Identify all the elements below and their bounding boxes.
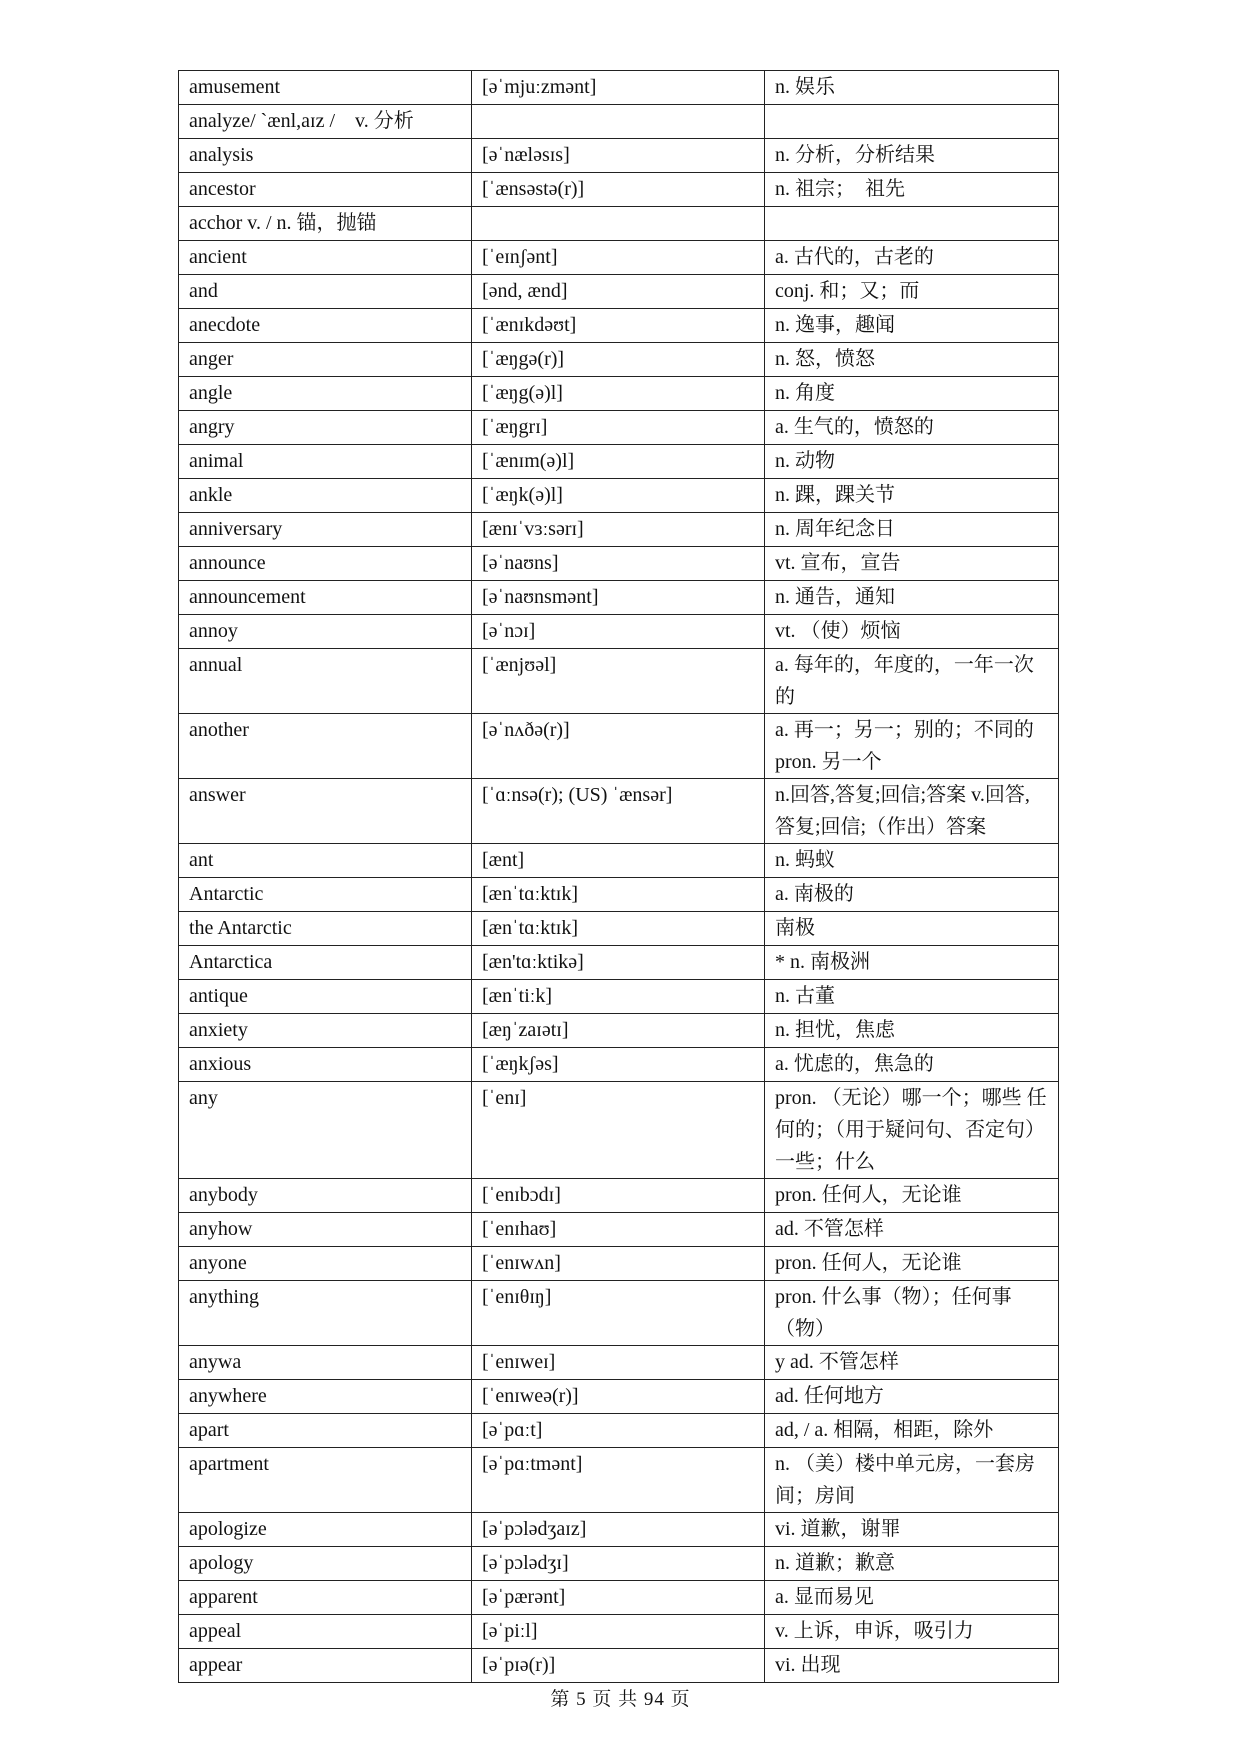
meaning-cell: ad, / a. 相隔，相距，除外 (765, 1414, 1059, 1448)
phonetic-cell: [ˈæŋgə(r)] (472, 343, 765, 377)
word-cell: anyhow (179, 1213, 472, 1247)
table-row (179, 411, 1059, 445)
word-cell: anyone (179, 1247, 472, 1281)
phonetic-cell: [ˈænɪkdəʊt] (472, 309, 765, 343)
word-cell: anecdote (179, 309, 472, 343)
page-footer: 第 5 页 共 94 页 (550, 1689, 691, 1710)
table-row (179, 1380, 1059, 1414)
word-cell: anybody (179, 1179, 472, 1213)
table-row (179, 1649, 1059, 1683)
phonetic-cell: [ˈænjʊəl] (472, 649, 765, 714)
meaning-cell: pron. 任何人，无论谁 (765, 1247, 1059, 1281)
word-cell: anniversary (179, 513, 472, 547)
phonetic-cell: [ˈenɪwʌn] (472, 1247, 765, 1281)
word-cell: apartment (179, 1448, 472, 1513)
phonetic-cell: [ənd, ænd] (472, 275, 765, 309)
phonetic-cell: [əˈnɔɪ] (472, 615, 765, 649)
table-row (179, 173, 1059, 207)
phonetic-cell: [ˈæŋgrɪ] (472, 411, 765, 445)
meaning-cell: v. 上诉，申诉，吸引力 (765, 1615, 1059, 1649)
word-cell: antique (179, 980, 472, 1014)
meaning-cell (765, 105, 1059, 139)
phonetic-cell: [ˈenɪbɔdɪ] (472, 1179, 765, 1213)
phonetic-cell (472, 207, 765, 241)
word-cell: appear (179, 1649, 472, 1683)
word-cell: ankle (179, 479, 472, 513)
table-row (179, 1014, 1059, 1048)
meaning-cell: ad. 不管怎样 (765, 1213, 1059, 1247)
phonetic-cell: [ænˈtiːk] (472, 980, 765, 1014)
meaning-cell: vi. 出现 (765, 1649, 1059, 1683)
table-row (179, 275, 1059, 309)
meaning-cell: n. 通告，通知 (765, 581, 1059, 615)
word-cell: apart (179, 1414, 472, 1448)
table-row (179, 946, 1059, 980)
phonetic-cell: [əˈnaʊns] (472, 547, 765, 581)
meaning-cell: n. 角度 (765, 377, 1059, 411)
phonetic-cell (472, 105, 765, 139)
phonetic-cell: [əˈpɔlədʒaɪz] (472, 1513, 765, 1547)
word-cell: animal (179, 445, 472, 479)
meaning-cell: n. （美）楼中单元房，一套房间；房间 (765, 1448, 1059, 1513)
meaning-cell: n. 分析，分析结果 (765, 139, 1059, 173)
table-row (179, 779, 1059, 844)
word-cell: anywa (179, 1346, 472, 1380)
meaning-cell (765, 207, 1059, 241)
table-row (179, 139, 1059, 173)
phonetic-cell: [ˈenɪθɪŋ] (472, 1281, 765, 1346)
table-row (179, 445, 1059, 479)
word-cell: angle (179, 377, 472, 411)
word-cell: ant (179, 844, 472, 878)
meaning-cell: n. 怒，愤怒 (765, 343, 1059, 377)
vocabulary-table-body (179, 71, 1059, 1683)
phonetic-cell: [ænˈtɑːktɪk] (472, 878, 765, 912)
table-row (179, 1281, 1059, 1346)
phonetic-cell: [ˈeɪnʃənt] (472, 241, 765, 275)
table-row (179, 71, 1059, 105)
meaning-cell: a. 每年的，年度的，一年一次的 (765, 649, 1059, 714)
meaning-cell: vi. 道歉，谢罪 (765, 1513, 1059, 1547)
meaning-cell: a. 南极的 (765, 878, 1059, 912)
word-cell: apparent (179, 1581, 472, 1615)
meaning-cell: y ad. 不管怎样 (765, 1346, 1059, 1380)
word-cell: anything (179, 1281, 472, 1346)
phonetic-cell: [æŋˈzaɪətɪ] (472, 1014, 765, 1048)
phonetic-cell: [əˈpɔlədʒɪ] (472, 1547, 765, 1581)
table-row (179, 1247, 1059, 1281)
word-cell: angry (179, 411, 472, 445)
word-cell: analyze/ ˋænl,aɪz / v. 分析 (179, 105, 472, 139)
phonetic-cell: [əˈpɑːtmənt] (472, 1448, 765, 1513)
meaning-cell: * n. 南极洲 (765, 946, 1059, 980)
meaning-cell: n. 担忧，焦虑 (765, 1014, 1059, 1048)
table-row (179, 547, 1059, 581)
phonetic-cell: [ˈenɪweɪ] (472, 1346, 765, 1380)
meaning-cell: pron. 什么事（物）；任何事（物） (765, 1281, 1059, 1346)
word-cell: anxious (179, 1048, 472, 1082)
meaning-cell: conj. 和；又；而 (765, 275, 1059, 309)
table-row (179, 581, 1059, 615)
phonetic-cell: [ˈænɪm(ə)l] (472, 445, 765, 479)
table-row (179, 1179, 1059, 1213)
phonetic-cell: [ˈæŋg(ə)l] (472, 377, 765, 411)
phonetic-cell: [ænt] (472, 844, 765, 878)
word-cell: Antarctic (179, 878, 472, 912)
meaning-cell: a. 忧虑的，焦急的 (765, 1048, 1059, 1082)
phonetic-cell: [ˈæŋk(ə)l] (472, 479, 765, 513)
meaning-cell: ad. 任何地方 (765, 1380, 1059, 1414)
phonetic-cell: [ˈenɪ] (472, 1082, 765, 1179)
table-row (179, 980, 1059, 1014)
table-row (179, 1513, 1059, 1547)
meaning-cell: n. 蚂蚁 (765, 844, 1059, 878)
word-cell: the Antarctic (179, 912, 472, 946)
phonetic-cell: [əˈnʌðə(r)] (472, 714, 765, 779)
meaning-cell: n. 动物 (765, 445, 1059, 479)
table-row (179, 878, 1059, 912)
table-row (179, 343, 1059, 377)
word-cell: answer (179, 779, 472, 844)
meaning-cell: 南极 (765, 912, 1059, 946)
meaning-cell: a. 古代的，古老的 (765, 241, 1059, 275)
table-row (179, 241, 1059, 275)
phonetic-cell: [əˈmjuːzmənt] (472, 71, 765, 105)
word-cell: ancient (179, 241, 472, 275)
table-row (179, 377, 1059, 411)
word-cell: annual (179, 649, 472, 714)
table-row (179, 1082, 1059, 1179)
phonetic-cell: [əˈnæləsɪs] (472, 139, 765, 173)
word-cell: Antarctica (179, 946, 472, 980)
word-cell: amusement (179, 71, 472, 105)
meaning-cell: n.回答,答复;回信;答案 v.回答,答复;回信;（作出）答案 (765, 779, 1059, 844)
phonetic-cell: [æn'tɑːktikə] (472, 946, 765, 980)
word-cell: anxiety (179, 1014, 472, 1048)
phonetic-cell: [əˈpiːl] (472, 1615, 765, 1649)
table-row (179, 479, 1059, 513)
word-cell: acchor v. / n. 锚，抛锚 (179, 207, 472, 241)
meaning-cell: a. 再一；另一；别的；不同的 pron. 另一个 (765, 714, 1059, 779)
word-cell: and (179, 275, 472, 309)
table-row (179, 844, 1059, 878)
word-cell: apologize (179, 1513, 472, 1547)
meaning-cell: n. 古董 (765, 980, 1059, 1014)
table-row (179, 1615, 1059, 1649)
table-row (179, 513, 1059, 547)
phonetic-cell: [ænˈtɑːktɪk] (472, 912, 765, 946)
word-cell: another (179, 714, 472, 779)
phonetic-cell: [ˈenɪweə(r)] (472, 1380, 765, 1414)
word-cell: any (179, 1082, 472, 1179)
phonetic-cell: [ˈɑːnsə(r); (US) ˈænsər] (472, 779, 765, 844)
meaning-cell: a. 显而易见 (765, 1581, 1059, 1615)
table-row (179, 105, 1059, 139)
phonetic-cell: [ænɪˈvɜːsərɪ] (472, 513, 765, 547)
word-cell: ancestor (179, 173, 472, 207)
meaning-cell: n. 踝，踝关节 (765, 479, 1059, 513)
table-row (179, 1547, 1059, 1581)
table-row (179, 649, 1059, 714)
table-row (179, 1448, 1059, 1513)
table-row (179, 1213, 1059, 1247)
table-row (179, 1581, 1059, 1615)
word-cell: announcement (179, 581, 472, 615)
phonetic-cell: [əˈpɑːt] (472, 1414, 765, 1448)
meaning-cell: pron. （无论）哪一个；哪些 任何的；（用于疑问句、否定句）一些；什么 (765, 1082, 1059, 1179)
meaning-cell: n. 周年纪念日 (765, 513, 1059, 547)
table-row (179, 1414, 1059, 1448)
meaning-cell: n. 道歉；歉意 (765, 1547, 1059, 1581)
meaning-cell: vt. 宣布，宣告 (765, 547, 1059, 581)
table-row (179, 1048, 1059, 1082)
word-cell: anywhere (179, 1380, 472, 1414)
word-cell: analysis (179, 139, 472, 173)
phonetic-cell: [əˈpærənt] (472, 1581, 765, 1615)
phonetic-cell: [ˈæŋkʃəs] (472, 1048, 765, 1082)
meaning-cell: n. 娱乐 (765, 71, 1059, 105)
meaning-cell: n. 逸事，趣闻 (765, 309, 1059, 343)
table-row (179, 615, 1059, 649)
meaning-cell: vt. （使）烦恼 (765, 615, 1059, 649)
table-row (179, 1346, 1059, 1380)
vocabulary-table (178, 70, 1059, 1683)
meaning-cell: a. 生气的，愤怒的 (765, 411, 1059, 445)
table-row (179, 912, 1059, 946)
table-row (179, 714, 1059, 779)
word-cell: appeal (179, 1615, 472, 1649)
phonetic-cell: [ˈenɪhaʊ] (472, 1213, 765, 1247)
word-cell: announce (179, 547, 472, 581)
table-row (179, 309, 1059, 343)
word-cell: anger (179, 343, 472, 377)
meaning-cell: pron. 任何人，无论谁 (765, 1179, 1059, 1213)
phonetic-cell: [əˈpɪə(r)] (472, 1649, 765, 1683)
word-cell: annoy (179, 615, 472, 649)
phonetic-cell: [ˈænsəstə(r)] (472, 173, 765, 207)
table-row (179, 207, 1059, 241)
phonetic-cell: [əˈnaʊnsmənt] (472, 581, 765, 615)
meaning-cell: n. 祖宗； 祖先 (765, 173, 1059, 207)
word-cell: apology (179, 1547, 472, 1581)
